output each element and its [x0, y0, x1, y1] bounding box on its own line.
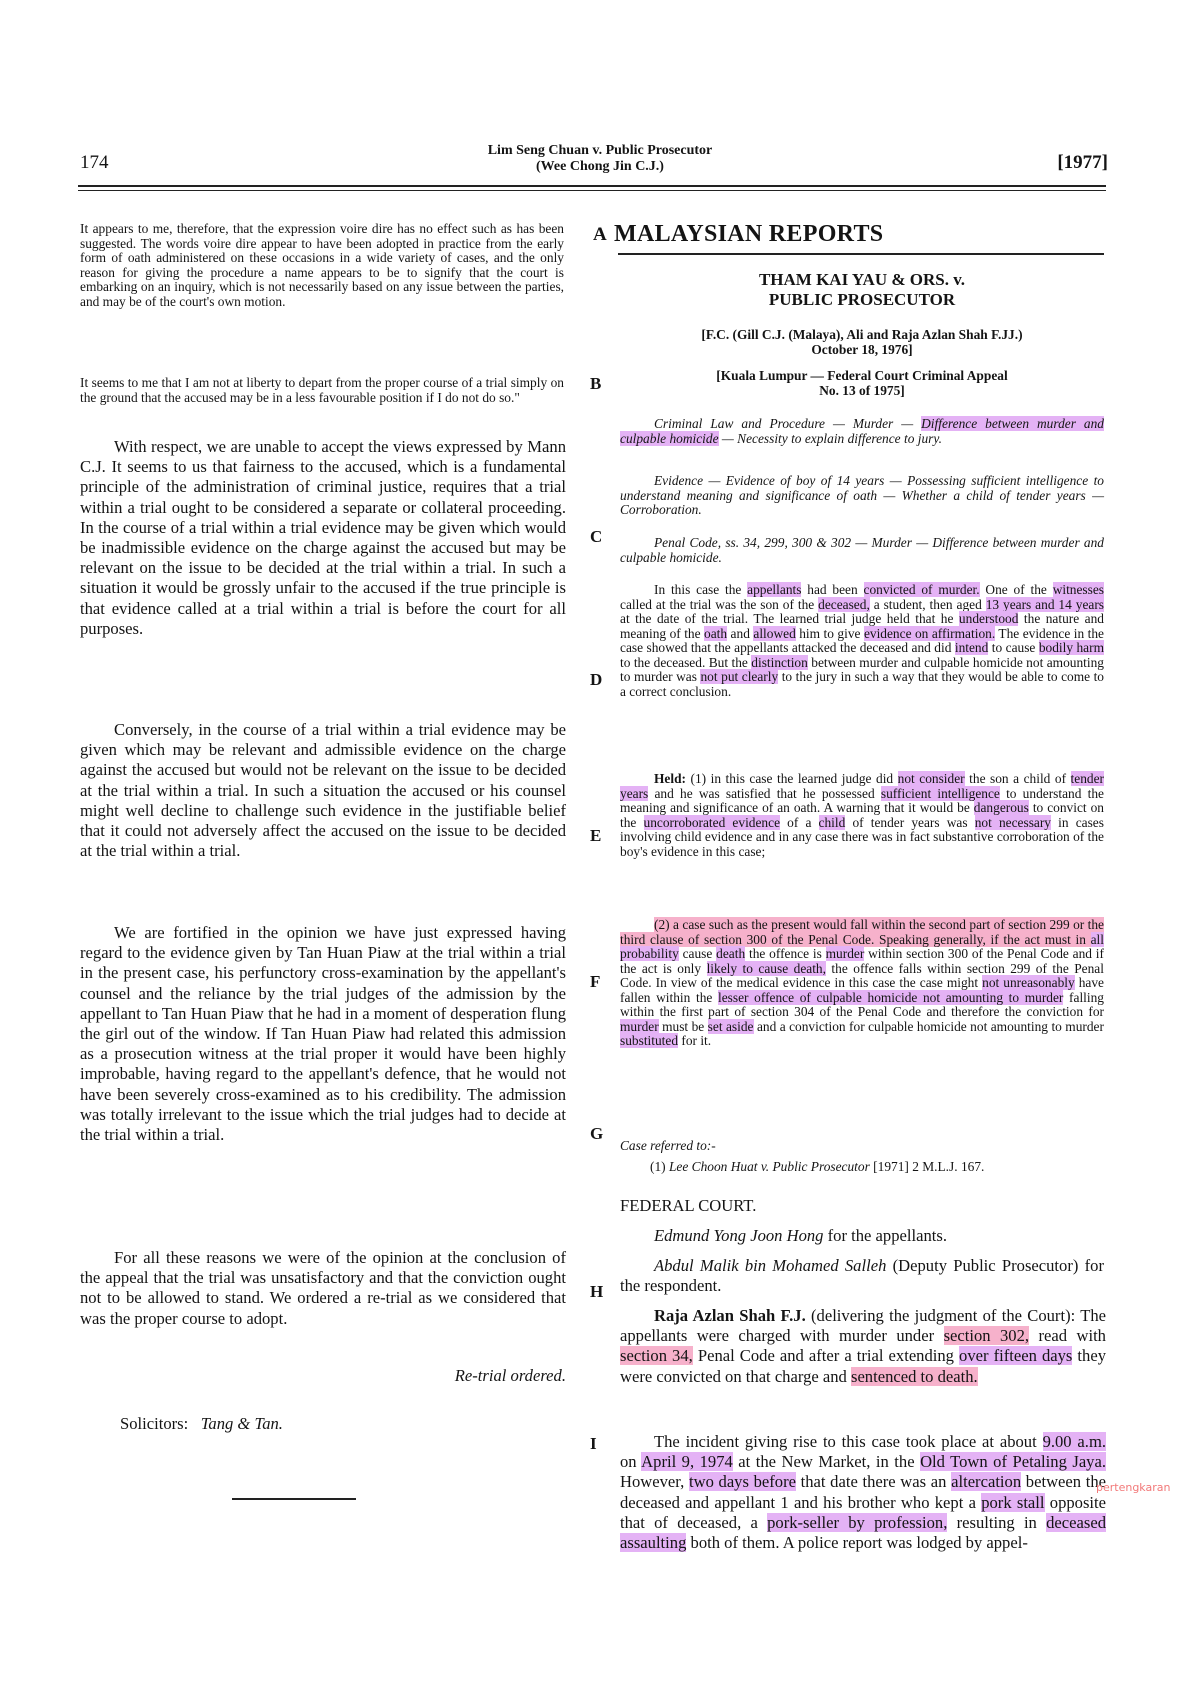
highlight: witnesses [1052, 582, 1105, 597]
text-run: Penal Code and after a trial extending [692, 1346, 960, 1366]
margin-letter-e: E [590, 826, 602, 845]
highlight: sentenced to death. [850, 1366, 978, 1386]
page-number: 174 [80, 152, 109, 173]
highlight: not consider [897, 771, 965, 786]
highlight: oath [704, 625, 728, 641]
highlight: allowed [753, 625, 796, 641]
margin-letter-f: F [590, 972, 601, 991]
solicitors [120, 1414, 560, 1434]
text-run: to the jury in such a way that they would be able to come to a correct conclusion. [620, 669, 1105, 699]
highlight: pork stall [981, 1492, 1045, 1512]
text-run: of a [780, 814, 819, 830]
text-run: for the appellants. [823, 1226, 947, 1245]
text-run: opposite that of deceased, a [620, 1492, 1107, 1532]
highlight: child [818, 814, 846, 830]
highlight: 9.00 a.m. [1042, 1432, 1107, 1451]
paragraph-fairness: With respect, we are unable to accept the views expressed by Mann C.J. It seems to us that fairness to the accused, which is a fundamental principle of the administration of criminal justice, requires that a trial within a trial ought to be considered a separate or collateral proceeding. In the course of a trial within a trial evidence may be given which would be inadmissible evidence on the charge against the accused but may be relevant on the issue to be decided at the trial within a trial. In such a situation it would be grossly unfair to the accused if the true principle is that evidence called at a trial within a trial is before the court for all purposes. [80, 437, 566, 638]
text-run: between the deceased and appellant 1 and his brother who kept a [620, 1472, 1107, 1512]
highlight: bodily harm [1038, 640, 1104, 655]
text-run: read with [1029, 1326, 1106, 1346]
text-run: they were convicted on that charge and [620, 1346, 1107, 1386]
appeal-reference [620, 369, 1104, 398]
highlight: not necessary [974, 814, 1051, 830]
court-heading: FEDERAL COURT. [620, 1196, 757, 1215]
text-run: the offence is [745, 946, 826, 961]
text-run: However, [620, 1472, 689, 1492]
header-rule-thin [78, 190, 1106, 191]
running-title-line-2: (Wee Chong Jin C.J.) [536, 159, 664, 174]
text-run: to convict on the [620, 800, 1105, 830]
text-run: had been [801, 582, 864, 597]
margin-letter-b: B [590, 374, 602, 393]
highlight: 13 years and 14 years [985, 596, 1104, 612]
highlight: death [716, 946, 746, 961]
case-reference-number: (1) [650, 1159, 666, 1174]
highlight: sufficient intelligence [880, 785, 1000, 801]
annotation-note: pertengkaran [1096, 1481, 1171, 1494]
held-label: Held: [654, 771, 686, 786]
solicitors-value: Tang & Tan. [200, 1414, 283, 1433]
text-run: both of them. A police report was lodged by appel- [686, 1533, 1028, 1553]
paragraph-conclusion: For all these reasons we were of the opinion at the conclusion of the appeal that the trial was unsatisfactory and that the conviction ought not to be allowed to stand. We ordered a re-trial as we considered that was the proper course to adopt. [80, 1248, 566, 1328]
headnote-held-2 [620, 918, 1104, 1049]
case-reference-citation: [1971] 2 M.L.J. 167. [869, 1159, 985, 1174]
text-run: him to give [795, 625, 864, 641]
text-run: on [620, 1452, 642, 1472]
text-run: and he was satisfied that he possessed [648, 785, 881, 801]
text-run: between murder and culpable homicide not amounting to murder was [620, 654, 1104, 684]
headnote-facts [620, 583, 1104, 699]
margin-letter-d: D [590, 670, 603, 689]
highlight: all probability [620, 931, 1104, 961]
highlight: murder [825, 946, 865, 961]
margin-letter-c: C [590, 527, 603, 546]
report-year: [1977] [1057, 152, 1108, 173]
court-coram-line-2: October 18, 1976] [811, 341, 913, 357]
order-text: Re-trial ordered. [454, 1366, 566, 1385]
highlight: lesser offence of culpable homicide not amounting to murder [718, 989, 1064, 1005]
quotation-2: It seems to me that I am not at liberty to depart from the proper course of a trial simply on the ground that the accused may be in a less favourable position if I do not do so." [80, 375, 564, 405]
text-run: that date there was an [795, 1472, 952, 1492]
counsel-name: Edmund Yong Joon Hong [654, 1226, 824, 1245]
highlight: deceased, [818, 596, 870, 612]
text-run: and a conviction for culpable homicide not amounting to murder [753, 1018, 1104, 1034]
headnote-held-1 [620, 772, 1104, 859]
cases-referred-label: Case referred to:- [620, 1138, 716, 1153]
highlight: two days before [688, 1472, 796, 1492]
counsel-respondent [620, 1256, 1104, 1296]
highlight: section 34, [620, 1346, 693, 1366]
text-run: One of the [979, 582, 1053, 597]
end-rule [232, 1498, 356, 1500]
text-run: the son a child of [964, 771, 1071, 786]
text-run: at the New Market, in the [732, 1452, 921, 1472]
highlight: set aside [707, 1018, 754, 1034]
highlight: dangerous [973, 800, 1029, 815]
case-title-line-1: THAM KAI YAU & ORS. v. [758, 270, 966, 289]
text-run: resulting in [947, 1512, 1047, 1532]
margin-letter-i: I [590, 1434, 597, 1453]
paragraph-incident [620, 1432, 1106, 1553]
highlight: April 9, 1974 [641, 1452, 733, 1472]
text-run: cause [678, 946, 717, 961]
highlight: distinction [751, 654, 808, 670]
judgment-opening [620, 1306, 1106, 1387]
highlight: tender years [620, 771, 1105, 801]
highlight: understood [958, 611, 1019, 626]
text-run: at the date of the trial. The learned trial judge held that he [620, 611, 959, 626]
text-run: (Deputy Public Prosecutor) for the respondent. [620, 1256, 1104, 1296]
court-coram-line-1: [F.C. (Gill C.J. (Malaya), Ali and Raja Azlan Shah F.JJ.) [701, 327, 1023, 342]
highlight: (2) a case such as the present would fall within the second part of section 299 or the third clause of section 300 of the Penal Code. Speaking generally, if the act must in [620, 917, 1104, 947]
paragraph-conversely: Conversely, in the course of a trial within a trial evidence may be given which may be relevant and admissible evidence on the charge against the accused but would not be relevant on the issue to be decided at the trial within a trial. In such a situation the accused or his counsel might well decline to challenge such evidence in the justifiable belief that it could not adversely affect the accused on the issue to be decided at the trial within a trial. [80, 720, 566, 861]
text-run: the offence falls within section 299 of the Penal Code. In view of the medical evidence in this case the case might [620, 960, 1104, 990]
catchwords-1-c: — Necessity to explain difference to jury. [718, 430, 942, 446]
appeal-reference-line-2: No. 13 of 1975] [819, 382, 905, 398]
catchwords-1-a: Criminal Law and Procedure — Murder — [654, 416, 922, 431]
margin-letter-g: G [590, 1124, 604, 1143]
counsel-appellants [620, 1226, 1104, 1246]
text-run: falling within the first part of section 304 of the Penal Code and therefore the conviction for [620, 989, 1104, 1019]
case-title [620, 270, 1104, 310]
report-title-rule [618, 253, 1104, 255]
running-title [380, 143, 820, 175]
paragraph-fortified: We are fortified in the opinion we have just expressed having regard to the evidence given by Tan Huan Piaw at the trial within a trial in the present case, his perfunctory cross-examination by the appellant's counsel and the reliance by the trial judges of the admission by the appellant to Tan Huan Piaw that he had in a moment of desperation flung the girl out of the window. If Tan Huan Piaw had related this admission as a prosecution witness at the trial proper it would have been highly improbable, having regard to the appellant's defence, that he would not have been severely cross-examined as to his credibility. The admission was totally irrelevant to the issue which the trial judges had to decide at the trial within a trial. [80, 923, 566, 1145]
text-run: must be [658, 1018, 708, 1034]
counsel-name: Abdul Malik bin Mohamed Salleh [654, 1256, 887, 1275]
case-reference-name: Lee Choon Huat v. Public Prosecutor [668, 1159, 870, 1174]
highlight: intend [954, 640, 989, 655]
text-run: a student, then aged [869, 596, 986, 612]
text-run: within section 300 of the Penal Code and if the act is only [620, 946, 1104, 976]
highlight: deceased assaulting [620, 1512, 1106, 1553]
header-rule [78, 185, 1106, 187]
judge-name: Raja Azlan Shah F.J. [654, 1306, 806, 1325]
highlight: Difference between murder and culpable homicide [620, 416, 1104, 446]
text-run: to understand the meaning and significance of an oath. A warning that it would be [620, 785, 1104, 815]
text-run: and [727, 625, 754, 641]
highlight: uncorroborated evidence [643, 814, 781, 830]
highlight: section 302, [943, 1326, 1030, 1346]
catchwords-1 [620, 417, 1104, 446]
report-title: MALAYSIAN REPORTS [614, 221, 884, 247]
text-run: (delivering the judgment of the Court): The appellants were charged with murder under [620, 1306, 1106, 1346]
highlight: not put clearly [700, 669, 779, 684]
case-reference [650, 1160, 1104, 1175]
text-run: for it. [678, 1033, 712, 1048]
highlight: likely to cause death, [706, 960, 826, 976]
highlight: substituted [620, 1033, 679, 1048]
text-run: to the deceased. But the [620, 654, 752, 670]
text-run: in cases involving child evidence and in any case there was in fact substantive corroboration of the boy's evidence in this case; [620, 814, 1104, 859]
court-coram [620, 328, 1104, 357]
case-title-line-2: PUBLIC PROSECUTOR [768, 290, 956, 309]
running-title-line-1: Lim Seng Chuan v. Public Prosecutor [487, 143, 713, 158]
catchwords-2: Evidence — Evidence of boy of 14 years — Possessing sufficient intelligence to understand meaning and significance of oath — Whether a child of tender years — Corroboration. [620, 473, 1104, 517]
text-run: The incident giving rise to this case took place at about [654, 1432, 1043, 1451]
highlight: pork-seller by profession, [767, 1512, 948, 1532]
text-run: (1) in this case the learned judge did [686, 771, 898, 786]
highlight: not unreasonably [982, 975, 1075, 990]
text-run: the nature and meaning of the [620, 611, 1104, 641]
margin-letter-h: H [590, 1282, 604, 1301]
catchwords-3: Penal Code, ss. 34, 299, 300 & 302 — Murder — Difference between murder and culpable homicide. [620, 535, 1104, 565]
solicitors-label: Solicitors: [120, 1414, 189, 1433]
highlight: over fifteen days [959, 1346, 1073, 1366]
highlight: appellants [747, 582, 802, 597]
highlight: evidence on affirmation. [863, 625, 996, 641]
text-run: The evidence in the case showed that the appellants attacked the deceased and did [620, 625, 1104, 655]
margin-letter-a: A [593, 224, 607, 245]
highlight: convicted of murder. [863, 582, 980, 597]
text-run: to cause [988, 640, 1039, 655]
text-run: of tender years was [845, 814, 975, 830]
quotation-1: It appears to me, therefore, that the expression voire dire has no effect such as has been suggested. The words voire dire appear to have been adopted in practice from the early form of oath administered on these occasions in a wide variety of cases, and the only reason for giving the procedure a name appears to be to signify that the court is embarking on an inquiry, which is not necessarily based on any issue between the parties, and may be of the court's own motion. [80, 221, 564, 309]
appeal-reference-line-1: [Kuala Lumpur — Federal Court Criminal Appeal [716, 368, 1008, 383]
highlight: murder [620, 1018, 659, 1034]
highlight: altercation [951, 1472, 1022, 1492]
text-run: In this case the [654, 582, 748, 597]
text-run: have fallen within the [620, 975, 1104, 1005]
highlight: Old Town of Petaling Jaya. [920, 1452, 1106, 1472]
text-run: called at the trial was the son of the [620, 596, 819, 612]
